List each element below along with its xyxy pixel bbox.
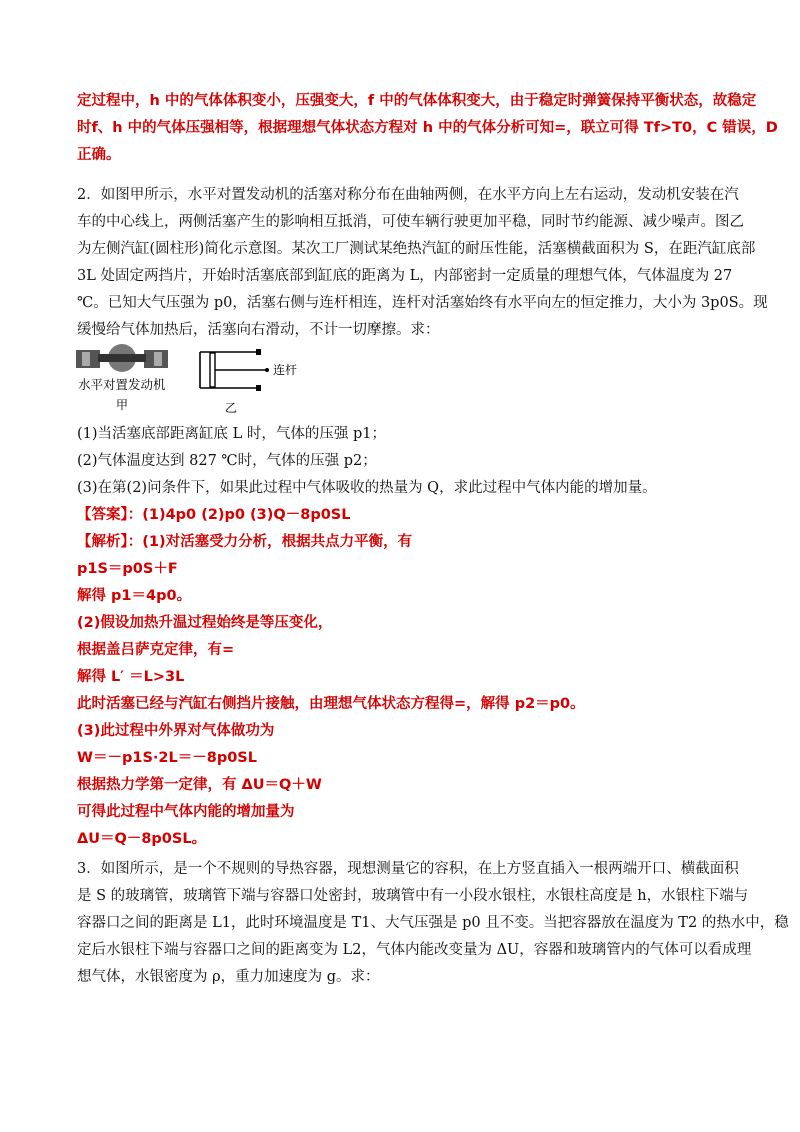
- cylinder-diagram: [200, 349, 269, 391]
- figure-jia-caption: 水平对置发动机: [78, 377, 166, 392]
- question-2-answer: [77, 502, 727, 529]
- text-line: 3L 处固定两挡片，开始时活塞底部到缸底的距离为 L，内部密封一定质量的理想气体，气体温度为 27: [77, 268, 733, 284]
- analysis-line: 【解析】：(1)对活塞受力分析，根据共点力平衡，有: [77, 534, 413, 550]
- text-line: 定过程中，h 中的气体体积变小，压强变大，f 中的气体体积变大，由于稳定时弹簧保持平衡状态，故稳定: [77, 93, 757, 109]
- subquestion-line: (2)气体温度达到 827 ℃时，气体的压强 p2；: [77, 453, 377, 469]
- analysis-line: 此时活塞已经与汽缸右侧挡片接触，由理想气体状态方程得=，解得 p2＝p0。: [77, 696, 585, 712]
- text-line: 正确。: [77, 147, 121, 163]
- rod-label: 连杆: [273, 363, 298, 377]
- analysis-line: p1S＝p0S＋F: [77, 561, 178, 577]
- analysis-line: 可得此过程中气体内能的增加量为: [77, 804, 295, 820]
- text-line: 车的中心线上，两侧活塞产生的影响相互抵消，可使车辆行驶更加平稳，同时节约能源、减少噪声。图乙: [77, 214, 744, 230]
- engine-figure: [70, 340, 330, 420]
- analysis-line: ΔU＝Q－8p0SL。: [77, 831, 207, 847]
- text-line: 缓慢给气体加热后，活塞向右滑动，不计一切摩擦。求：: [77, 322, 440, 338]
- answer-line: 【答案】：(1)4p0 (2)p0 (3)Q－8p0SL: [77, 507, 351, 523]
- text-line: 容器口之间的距离是 L1，此时环境温度是 T1、大气压强是 p0 且不变。当把容器放在温度为 T2 的热水中，稳: [77, 915, 789, 931]
- analysis-line: (3)此过程中外界对气体做功为: [77, 723, 275, 739]
- question-2-analysis: [77, 529, 727, 853]
- boxer-engine-image: [76, 344, 168, 372]
- text-line: ℃。已知大气压强为 p0，活塞右侧与连杆相连，连杆对活塞始终有水平向左的恒定推力，大小为 3p0S。现: [77, 295, 768, 311]
- question-2-subquestions: [77, 421, 727, 502]
- analysis-line: 解得 p1＝4p0。: [77, 588, 192, 604]
- text-line: 想气体，水银密度为 ρ，重力加速度为 g。求：: [77, 969, 380, 985]
- text-line: 定后水银柱下端与容器口之间的距离变为 L2，气体内能改变量为 ΔU，容器和玻璃管内的气体可以看成理: [77, 942, 752, 958]
- question-3-stem: [77, 856, 789, 991]
- analysis-line: W＝－p1S·2L＝－8p0SL: [77, 750, 257, 766]
- analysis-line: 根据热力学第一定律，有 ΔU＝Q＋W: [77, 777, 322, 793]
- figure-jia-label: 甲: [116, 398, 129, 412]
- subquestion-line: (1)当活塞底部距离缸底 L 时，气体的压强 p1；: [77, 426, 387, 442]
- analysis-line: 解得 L′ ＝L>3L: [77, 669, 185, 685]
- text-line: 时f、h 中的气体压强相等，根据理想气体状态方程对 h 中的气体分析可知=，联立可得 Tf>T0，C 错误，D: [77, 120, 778, 136]
- top-explanation: [77, 88, 778, 169]
- text-line: 3．如图所示，是一个不规则的导热容器，现想测量它的容积，在上方竖直插入一根两端开口、横截面积: [77, 861, 739, 877]
- analysis-line: 根据盖吕萨克定律，有=: [77, 642, 235, 658]
- question-2-stem: [77, 182, 768, 344]
- text-line: 2．如图甲所示，水平对置发动机的活塞对称分布在曲轴两侧，在水平方向上左右运动，发动机安装在汽: [77, 187, 739, 203]
- subquestion-line: (3)在第(2)问条件下，如果此过程中气体吸收的热量为 Q，求此过程中气体内能的增加量。: [77, 480, 657, 496]
- analysis-line: (2)假设加热升温过程始终是等压变化，: [77, 615, 333, 631]
- text-line: 是 S 的玻璃管，玻璃管下端与容器口处密封，玻璃管中有一小段水银柱，水银柱高度是 h，水银柱下端与: [77, 888, 749, 904]
- text-line: 为左侧汽缸(圆柱形)简化示意图。某次工厂测试某绝热汽缸的耐压性能，活塞横截面积为 S，在距汽缸底部: [77, 241, 756, 257]
- figure-yi-label: 乙: [225, 401, 238, 415]
